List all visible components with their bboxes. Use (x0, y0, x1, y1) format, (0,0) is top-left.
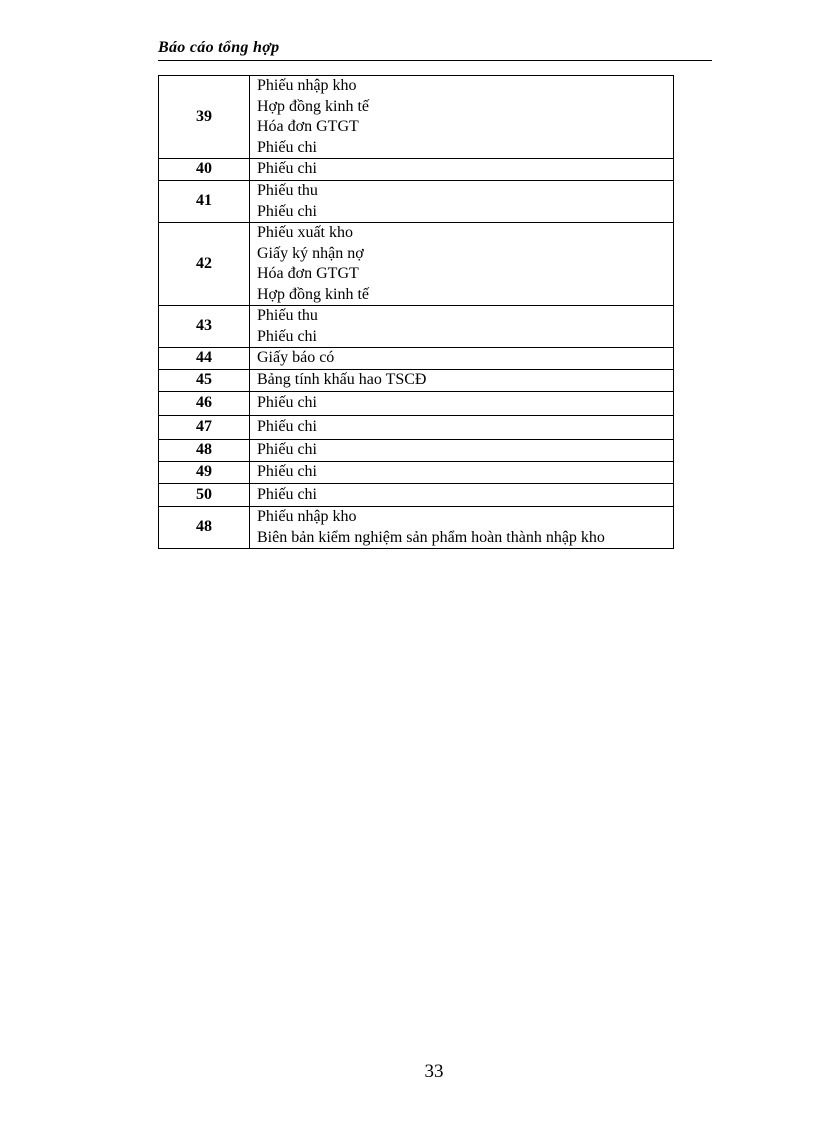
table-row (159, 181, 674, 223)
row-number: 44 (159, 348, 250, 370)
document-name: Phiếu chi (257, 394, 317, 412)
row-number: 42 (159, 223, 250, 306)
document-name: Phiếu chi (257, 463, 317, 481)
table-row (159, 392, 674, 416)
row-number: 39 (159, 76, 250, 159)
document-name: Giấy ký nhận nợ (257, 244, 364, 262)
row-number: 46 (159, 392, 250, 416)
table-row (159, 440, 674, 462)
table-row (159, 348, 674, 370)
document-name: Phiếu chi (257, 485, 317, 503)
table-row (159, 370, 674, 392)
document-name: Phiếu chi (257, 418, 317, 436)
row-number: 48 (159, 440, 250, 462)
row-documents (250, 306, 674, 348)
table-row (159, 484, 674, 507)
row-documents (250, 392, 674, 416)
table-row (159, 306, 674, 348)
document-name: Phiếu chi (257, 202, 317, 220)
page-header (158, 38, 712, 61)
row-number: 41 (159, 181, 250, 223)
row-number: 47 (159, 416, 250, 440)
document-name: Phiếu nhập kho (257, 77, 357, 94)
row-documents (250, 484, 674, 507)
row-number: 48 (159, 507, 250, 549)
row-number: 50 (159, 484, 250, 507)
row-documents (250, 507, 674, 549)
document-name: Hóa đơn GTGT (257, 265, 359, 282)
document-name: Phiếu chi (257, 327, 317, 345)
document-name: Phiếu chi (257, 160, 317, 178)
table-row (159, 416, 674, 440)
page-number: 33 (424, 1061, 444, 1082)
document-name: Phiếu xuất kho (257, 224, 353, 241)
document-table (158, 75, 674, 549)
row-documents (250, 223, 674, 306)
row-documents (250, 181, 674, 223)
document-name: Biên bản kiểm nghiệm sản phẩm hoàn thành nhập kho (257, 528, 605, 546)
document-name: Hợp đồng kinh tế (257, 285, 370, 303)
document-name: Phiếu thu (257, 182, 318, 199)
document-table-body (159, 76, 674, 549)
document-name: Phiếu nhập kho (257, 508, 357, 525)
table-row (159, 507, 674, 549)
row-documents (250, 348, 674, 370)
header-title: Báo cáo tổng hợp (158, 39, 280, 56)
row-documents (250, 462, 674, 484)
row-documents (250, 370, 674, 392)
row-number: 43 (159, 306, 250, 348)
table-row (159, 159, 674, 181)
document-name: Hợp đồng kinh tế (257, 97, 370, 115)
row-number: 49 (159, 462, 250, 484)
row-documents (250, 440, 674, 462)
row-number: 40 (159, 159, 250, 181)
document-name: Hóa đơn GTGT (257, 118, 359, 135)
table-row (159, 223, 674, 306)
row-documents (250, 416, 674, 440)
document-name: Giấy báo có (257, 349, 335, 367)
table-row (159, 76, 674, 159)
row-number: 45 (159, 370, 250, 392)
document-name: Phiếu chi (257, 441, 317, 459)
row-documents (250, 76, 674, 159)
document-name: Phiếu chi (257, 138, 317, 156)
row-documents (250, 159, 674, 181)
table-row (159, 462, 674, 484)
document-name: Bảng tính khấu hao TSCĐ (257, 371, 427, 389)
document-name: Phiếu thu (257, 307, 318, 324)
